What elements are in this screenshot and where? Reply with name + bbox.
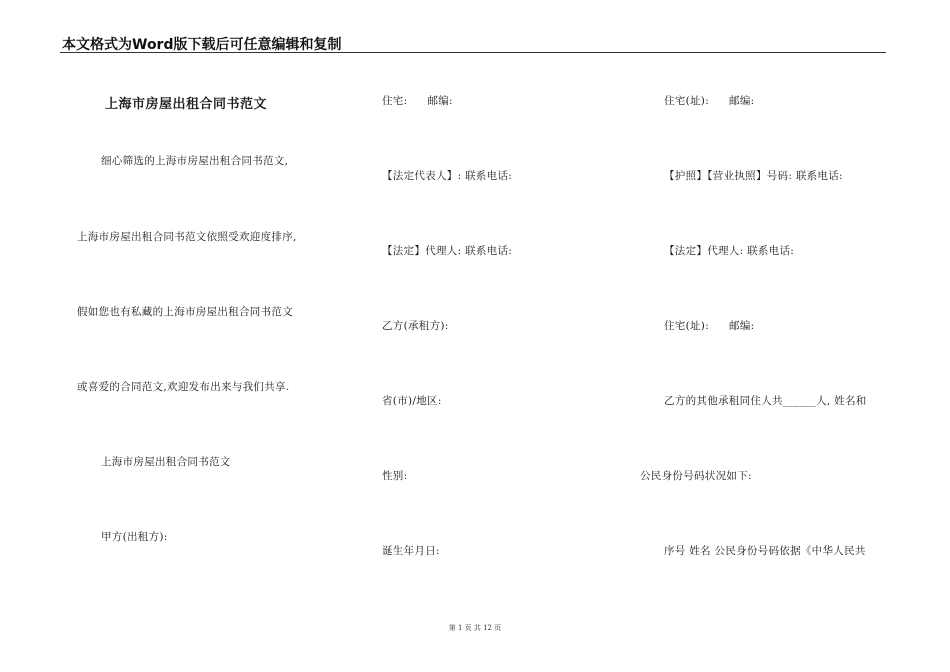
col3-line-3: 乙方的其他承租同住人共______人, 姓名和 <box>664 395 867 407</box>
col1-line-3: 假如您也有私藏的上海市房屋出租合同书范文 <box>77 306 293 318</box>
address-label: 住宅(址): <box>664 95 710 107</box>
postcode-label: 邮编: <box>729 95 755 107</box>
col3-line-1: 【护照】【营业执照】号码: 联系电话: <box>664 170 843 182</box>
header-divider <box>60 52 886 53</box>
col2-address-row <box>382 93 453 108</box>
col2-line-1: 【法定代表人】: 联系电话: <box>382 170 513 182</box>
col1-line-4: 或喜爱的合同范文,欢迎发布出来与我们共享. <box>77 381 290 393</box>
col1-line-6: 甲方(出租方): <box>101 531 168 543</box>
col2-line-5: 性别: <box>382 470 408 482</box>
document-header: 本文格式为Word版下载后可任意编辑和复制 <box>62 37 342 53</box>
col3-line-2: 【法定】代理人: 联系电话: <box>664 245 795 257</box>
postcode-label: 邮编: <box>729 320 755 332</box>
page-number-footer: 第 1 页 共 12 页 <box>448 624 502 632</box>
col2-line-6: 诞生年月日: <box>382 545 440 557</box>
col3-line-4: 公民身份号码状况如下: <box>640 470 752 482</box>
postcode-label: 邮编: <box>427 95 453 107</box>
col3-line-5: 序号 姓名 公民身份号码依据《中华人民共 <box>664 545 866 557</box>
col1-line-1: 细心筛选的上海市房屋出租合同书范文, <box>101 155 289 167</box>
col2-line-3: 乙方(承租方): <box>382 320 449 332</box>
address-label: 住宅(址): <box>664 320 710 332</box>
col3-address-row <box>664 93 754 108</box>
col2-line-2: 【法定】代理人: 联系电话: <box>382 245 513 257</box>
address-label: 住宅: <box>382 95 408 107</box>
document-title: 上海市房屋出租合同书范文 <box>105 97 268 112</box>
col2-line-4: 省(市)/地区: <box>382 395 442 407</box>
col1-line-2: 上海市房屋出租合同书范文依照受欢迎度排序, <box>77 231 297 243</box>
col3-address-row-2 <box>664 318 754 333</box>
col1-line-5: 上海市房屋出租合同书范文 <box>101 456 231 468</box>
